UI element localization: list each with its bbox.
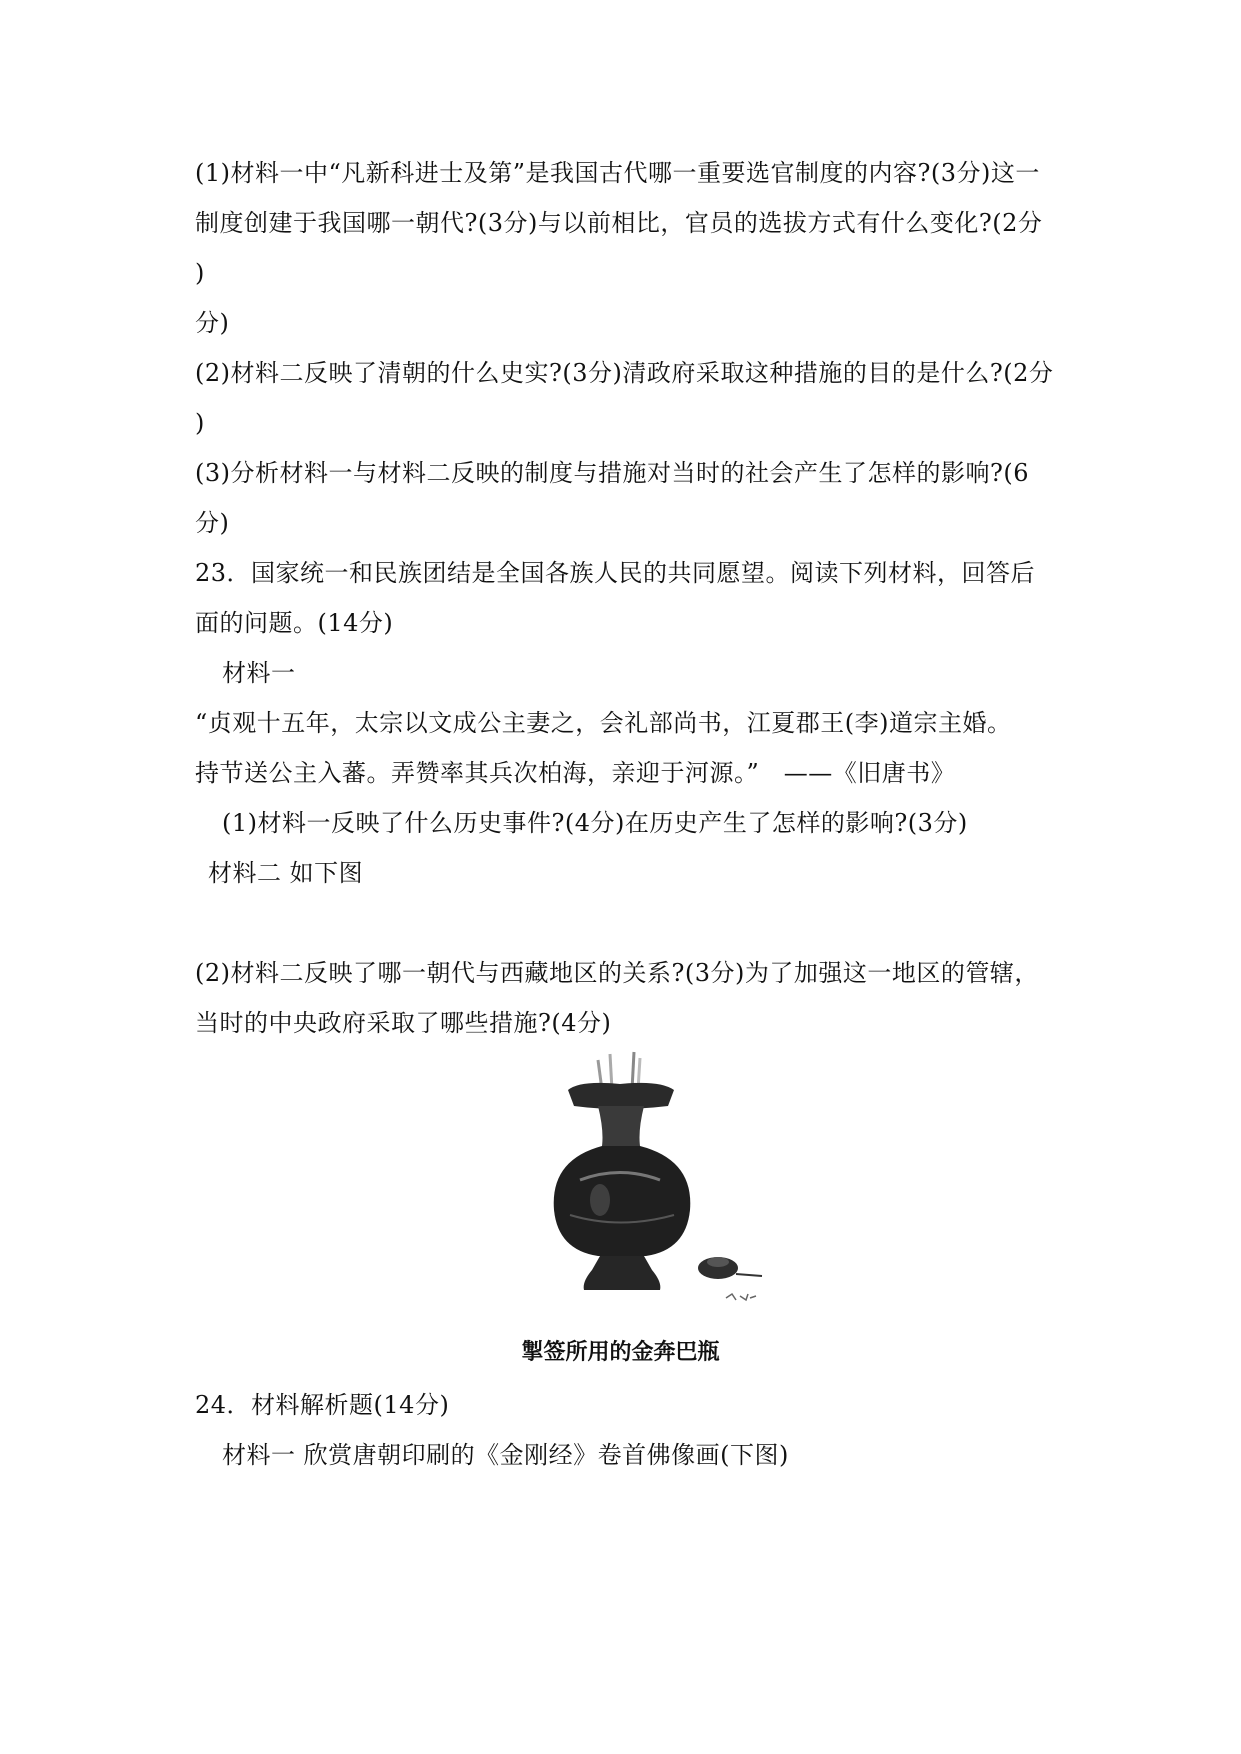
q22-sub1-line3: ) [195, 259, 205, 287]
q23-quote-line2: 持节送公主入蕃。弄赞率其兵次柏海，亲迎于河源。” ——《旧唐书》 [195, 759, 956, 787]
q22-sub3-line1: (3)分析材料一与材料二反映的制度与措施对当时的社会产生了怎样的影响?(6 [195, 459, 1029, 487]
q23-material1-label: 材料一 [222, 659, 296, 687]
q23-sub1: (1)材料一反映了什么历史事件?(4分)在历史产生了怎样的影响?(3分) [222, 809, 968, 837]
q22-sub2-line1: (2)材料二反映了清朝的什么史实?(3分)清政府采取这种措施的目的是什么?(2分 [195, 359, 1054, 387]
figure-caption: 掣签所用的金奔巴瓶 [521, 1340, 720, 1365]
q22-sub1-line2: 制度创建于我国哪一朝代?(3分)与以前相比，官员的选拔方式有什么变化?(2分 [195, 209, 1043, 237]
q22-sub2-line2: ) [195, 409, 205, 437]
q24-material1: 材料一 欣赏唐朝印刷的《金刚经》卷首佛像画(下图) [222, 1441, 789, 1469]
q23-heading-line2: 面的问题。(14分) [195, 609, 394, 637]
q23-material2-label: 材料二 如下图 [208, 859, 364, 887]
q23-sub2-line1: (2)材料二反映了哪一朝代与西藏地区的关系?(3分)为了加强这一地区的管辖， [195, 959, 1039, 987]
q23-quote-line1: “贞观十五年，太宗以文成公主妻之，会礼部尚书，江夏郡王(李)道宗主婚。 [195, 709, 1012, 737]
golden-urn-image [540, 1050, 770, 1310]
q22-sub3-line2: 分) [195, 509, 230, 537]
q23-heading-line1: 23．国家统一和民族团结是全国各族人民的共同愿望。阅读下列材料，回答后 [195, 559, 1036, 587]
q23-sub2-line2: 当时的中央政府采取了哪些措施?(4分) [195, 1009, 612, 1037]
q24-heading: 24．材料解析题(14分) [195, 1391, 450, 1419]
q22-sub1-line1: (1)材料一中“凡新科进士及第”是我国古代哪一重要选官制度的内容?(3分)这一 [195, 159, 1040, 187]
q22-sub1-line4: 分) [195, 309, 230, 337]
